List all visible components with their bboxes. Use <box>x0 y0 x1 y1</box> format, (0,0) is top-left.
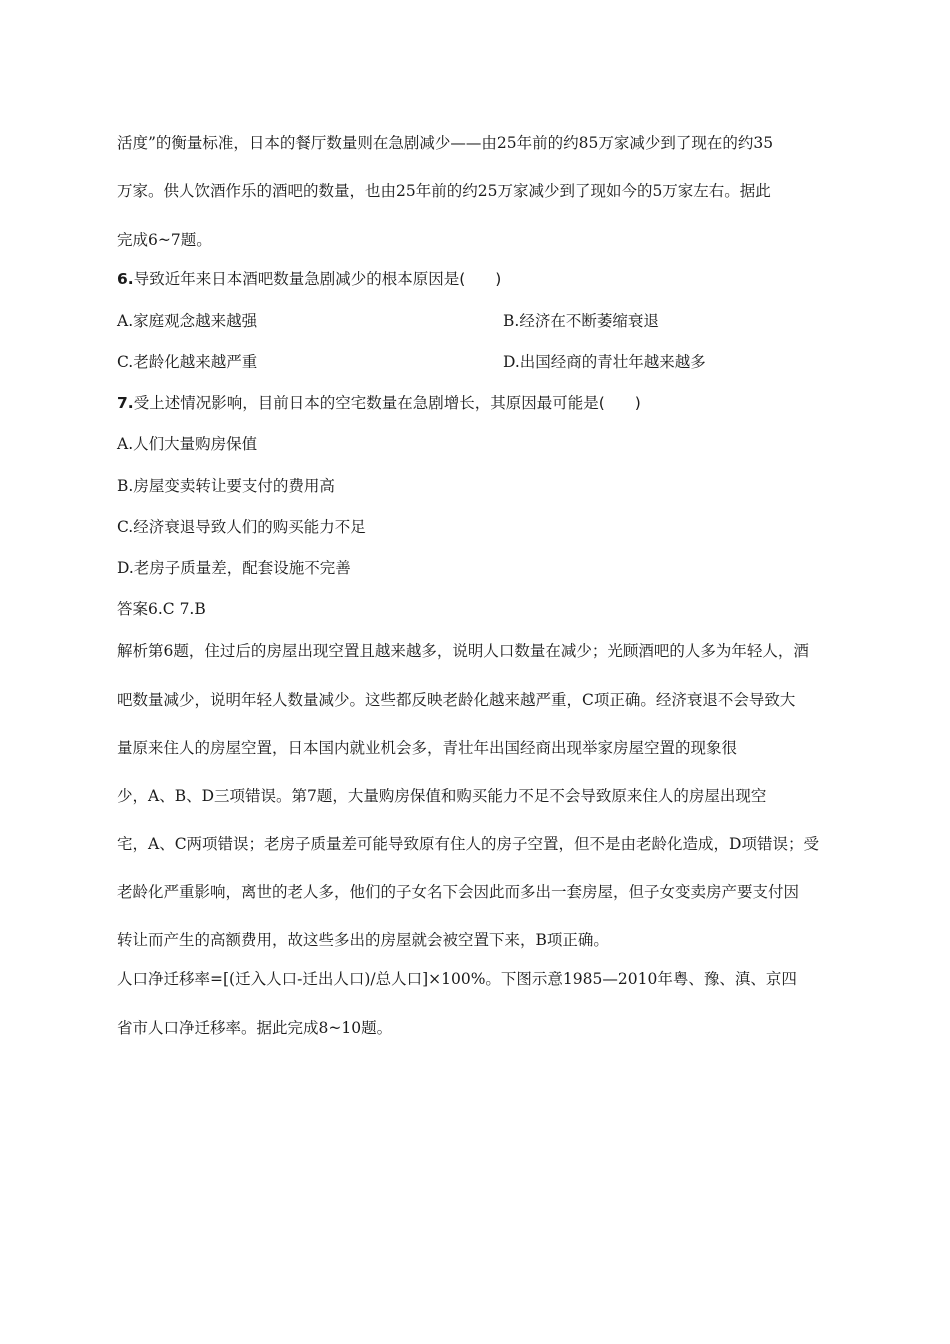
analysis-line-7: 转让而产生的高额费用，故这些多出的房屋就会被空置下来，B项正确。 <box>117 931 609 949</box>
question-6-options-row-1 <box>117 310 659 332</box>
question-7-option-b: B.房屋变卖转让要支付的费用高 <box>117 477 335 495</box>
analysis-line-2: 吧数量减少，说明年轻人数量减少。这些都反映老龄化越来越严重，C项正确。经济衰退不会导致大 <box>117 691 796 709</box>
question-7-number: 7. <box>117 394 134 412</box>
question-6-number: 6. <box>117 270 134 288</box>
question-7-stem <box>117 392 641 414</box>
next-passage-line-2: 省市人口净迁移率。据此完成8~10题。 <box>117 1019 393 1037</box>
analysis-line-5: 宅，A、C两项错误；老房子质量差可能导致原有住人的房子空置，但不是由老龄化造成，D项错误；受 <box>117 835 819 853</box>
question-6-option-d: D.出国经商的青壮年越来越多 <box>503 353 706 371</box>
question-7-paren-close: ) <box>634 394 641 412</box>
next-passage-line-1: 人口净迁移率=[(迁入人口-迁出人口)/总人口]×100%。下图示意1985—2010年粤、豫、滇、京四 <box>117 970 797 988</box>
question-7-text: 受上述情况影响，目前日本的空宅数量在急剧增长，其原因最可能是( <box>133 394 605 412</box>
analysis-line-4: 少，A、B、D三项错误。第7题，大量购房保值和购买能力不足不会导致原来住人的房屋出现空 <box>117 787 767 805</box>
analysis-line-1: 解析第6题，住过后的房屋出现空置且越来越多，说明人口数量在减少；光顾酒吧的人多为年轻人，酒 <box>117 642 809 660</box>
passage-line-2: 万家。供人饮酒作乐的酒吧的数量，也由25年前的约25万家减少到了现如今的5万家左右。据此 <box>117 182 771 200</box>
analysis-line-3: 量原来住人的房屋空置，日本国内就业机会多，青壮年出国经商出现举家房屋空置的现象很 <box>117 739 738 757</box>
question-6-paren-close: ) <box>495 270 502 288</box>
answer-line: 答案6.C 7.B <box>117 600 206 618</box>
question-6-option-b: B.经济在不断萎缩衰退 <box>503 312 659 330</box>
question-7-option-a: A.人们大量购房保值 <box>117 435 258 453</box>
question-6-option-a: A.家庭观念越来越强 <box>117 312 258 330</box>
question-7-option-d: D.老房子质量差，配套设施不完善 <box>117 559 351 577</box>
passage-line-1: 活度”的衡量标准，日本的餐厅数量则在急剧减少——由25年前的约85万家减少到了现在的约35 <box>117 134 774 152</box>
analysis-line-6: 老龄化严重影响，离世的老人多，他们的子女名下会因此而多出一套房屋，但子女变卖房产要支付因 <box>117 883 800 901</box>
question-7-option-c: C.经济衰退导致人们的购买能力不足 <box>117 518 366 536</box>
question-6-stem <box>117 268 501 290</box>
question-6-option-c: C.老龄化越来越严重 <box>117 353 258 371</box>
passage-line-3: 完成6~7题。 <box>117 231 212 249</box>
question-6-options-row-2 <box>117 351 706 373</box>
question-6-text: 导致近年来日本酒吧数量急剧减少的根本原因是( <box>133 270 466 288</box>
